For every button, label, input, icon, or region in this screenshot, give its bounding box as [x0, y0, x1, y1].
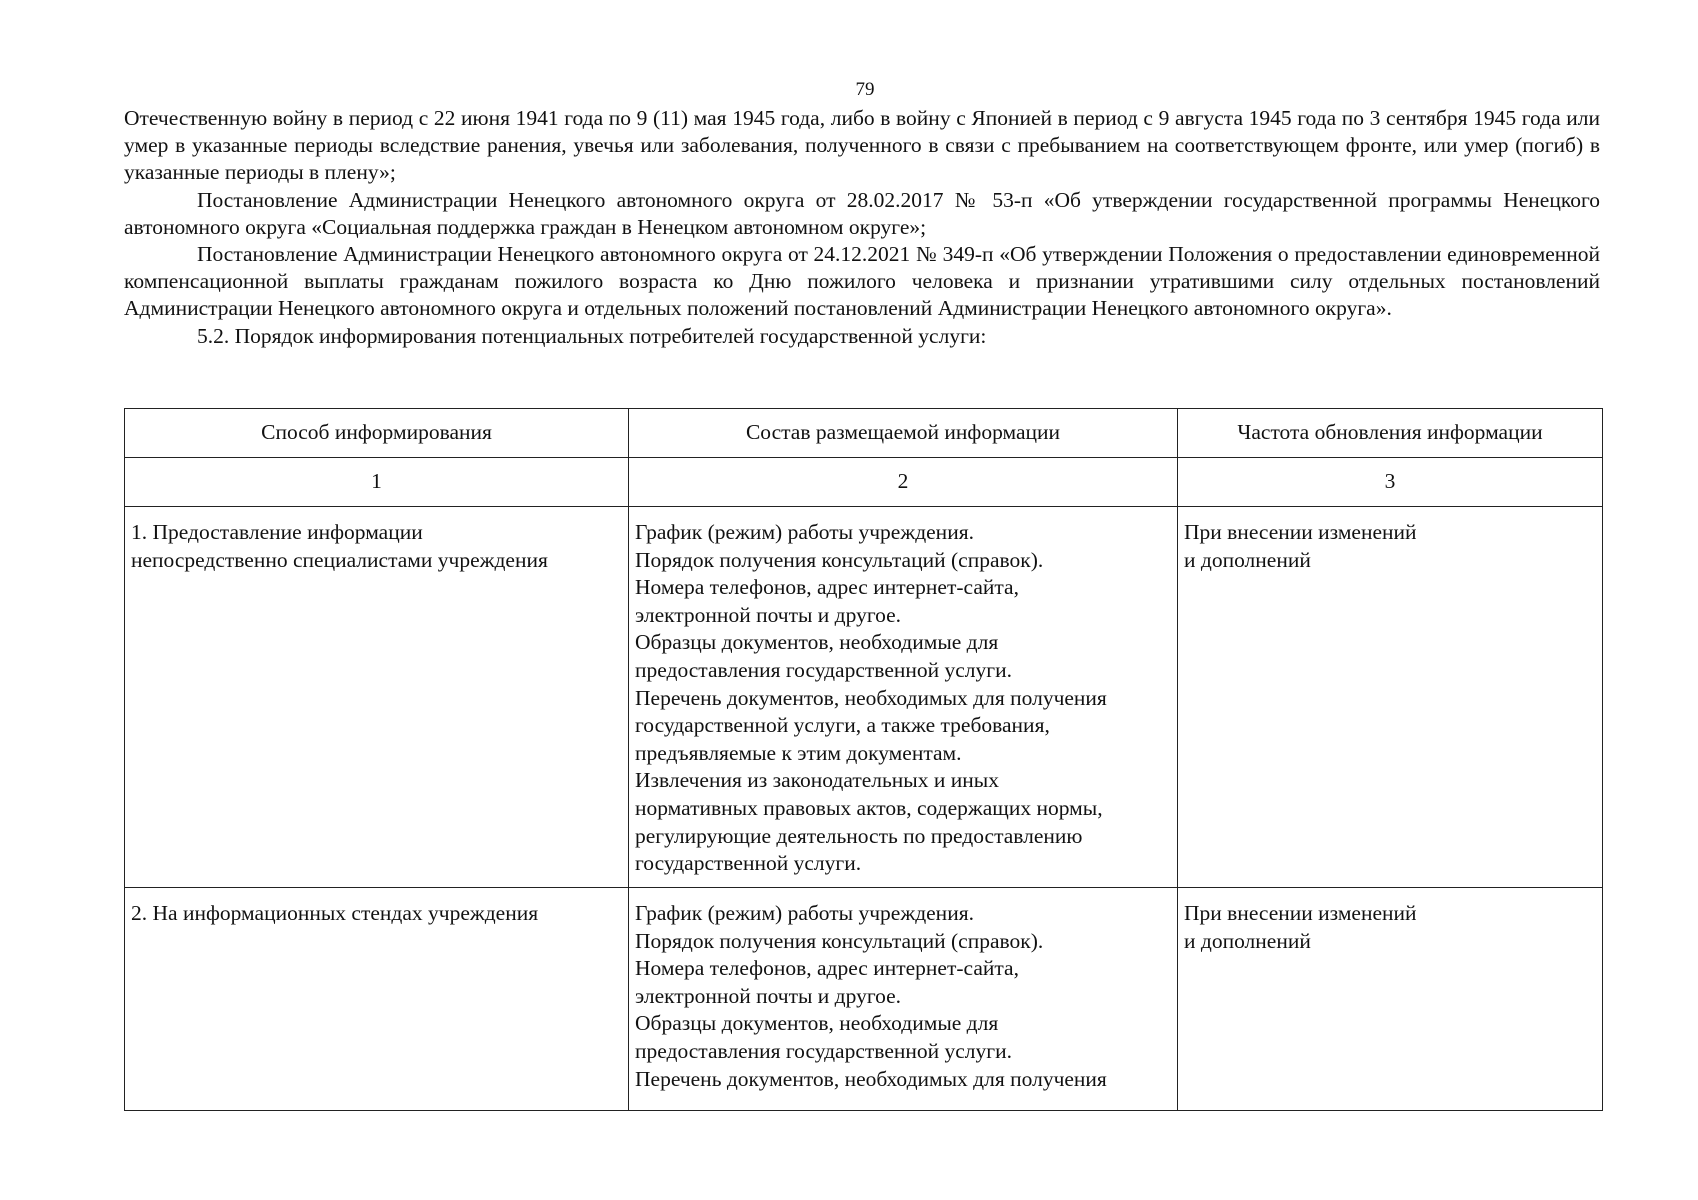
section-heading-5-2: 5.2. Порядок информирования потенциальных потребителей государственной услуги:	[197, 323, 987, 348]
cell-line: Извлечения из законодательных и иных	[635, 768, 999, 793]
cell-line: электронной почты и другое.	[635, 983, 902, 1008]
row-1-content	[629, 507, 1178, 888]
cell-line: Порядок получения консультаций (справок).	[635, 928, 1044, 953]
cell-line: государственной услуги, а также требования,	[635, 713, 1050, 738]
page-number: 79	[855, 79, 875, 100]
table-header-row	[125, 409, 1603, 458]
row-2-frequency	[1178, 888, 1603, 1111]
table-row	[125, 507, 1603, 888]
header-content: Состав размещаемой информации	[629, 409, 1178, 458]
table-row	[125, 888, 1603, 1111]
cell-line: предъявляемые к этим документам.	[635, 740, 962, 765]
row-2-method	[125, 888, 629, 1111]
cell-line: Порядок получения консультаций (справок).	[635, 547, 1044, 572]
header-frequency: Частота обновления информации	[1178, 409, 1603, 458]
cell-line: нормативных правовых актов, содержащих нормы,	[635, 795, 1103, 820]
cell-line: непосредственно специалистами учреждения	[131, 547, 548, 572]
cell-line: Образцы документов, необходимые для	[635, 630, 999, 655]
row-1-frequency	[1178, 507, 1603, 888]
paragraph-resolution-53: Постановление Администрации Ненецкого автономного округа от 28.02.2017 № 53-п «Об утверждении государственной программы Ненецкого автономного округа «Социальная поддержка граждан в Ненецком автономном округе»;	[124, 187, 1600, 239]
cell-line: Образцы документов, необходимые для	[635, 1011, 999, 1036]
cell-line: государственной услуги.	[635, 851, 862, 876]
row-2-content	[629, 888, 1178, 1111]
cell-line: регулирующие деятельность по предоставлению	[635, 823, 1083, 848]
row-1-method	[125, 507, 629, 888]
body-text	[124, 105, 1600, 350]
table-column-numbers-row	[125, 458, 1603, 507]
cell-line: Номера телефонов, адрес интернет-сайта,	[635, 575, 1019, 600]
cell-line: График (режим) работы учреждения.	[635, 520, 974, 544]
paragraph-resolution-349: Постановление Администрации Ненецкого автономного округа от 24.12.2021 № 349-п «Об утверждении Положения о предоставлении единовременной компенсационной выплаты гражданам пожилого возраста ко Дню пожилого человека и признании утратившими силу отдельных постановлений Администрации Ненецкого автономного округа и отдельных положений постановлений Администрации Ненецкого автономного округа».	[124, 242, 1600, 321]
cell-line: При внесении изменений	[1184, 520, 1417, 544]
paragraph-continuation: Отечественную войну в период с 22 июня 1941 года по 9 (11) мая 1945 года, либо в войну с Японией в период с 9 августа 1945 года по 3 сентября 1945 года или умер в указанные периоды вследствие ранения, увечья или заболевания, полученного в связи с пребыванием на соответствующем фронте, или умер (погиб) в указанные периоды в плену»;	[124, 106, 1600, 185]
cell-line: Номера телефонов, адрес интернет-сайта,	[635, 956, 1019, 981]
header-method: Способ информирования	[125, 409, 629, 458]
cell-line: 2. На информационных стендах учреждения	[131, 901, 539, 925]
cell-line: электронной почты и другое.	[635, 602, 902, 627]
cell-line: предоставления государственной услуги.	[635, 657, 1012, 682]
cell-line: предоставления государственной услуги.	[635, 1038, 1012, 1063]
informing-table	[124, 408, 1603, 1111]
cell-line: При внесении изменений	[1184, 901, 1417, 925]
cell-line: График (режим) работы учреждения.	[635, 901, 974, 925]
cell-line: и дополнений	[1184, 547, 1311, 572]
column-number-1: 1	[125, 458, 629, 507]
column-number-2: 2	[629, 458, 1178, 507]
cell-line: 1. Предоставление информации	[131, 520, 423, 544]
column-number-3: 3	[1178, 458, 1603, 507]
cell-line: и дополнений	[1184, 928, 1311, 953]
cell-line: Перечень документов, необходимых для получения	[635, 685, 1107, 710]
cell-line: Перечень документов, необходимых для получения	[635, 1066, 1107, 1091]
